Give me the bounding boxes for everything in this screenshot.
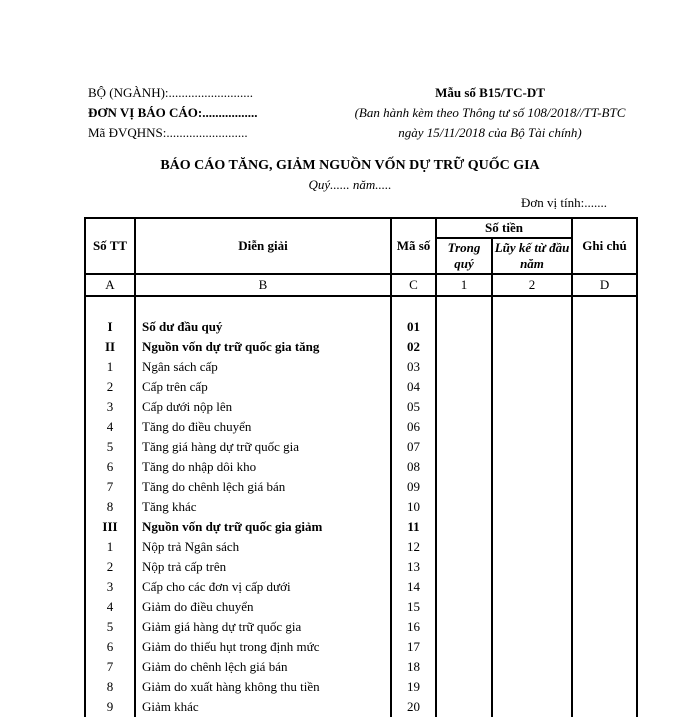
row-description: Số dư đầu quý (135, 317, 391, 337)
row-description: Tăng do chênh lệch giá bán (135, 477, 391, 497)
row-note (572, 437, 637, 457)
row-ytd (492, 497, 572, 517)
row-description: Giảm do chênh lệch giá bán (135, 657, 391, 677)
row-stt: 4 (85, 597, 135, 617)
row-ytd (492, 657, 572, 677)
row-code: 08 (391, 457, 436, 477)
table-row (85, 677, 637, 697)
table-row (85, 337, 637, 357)
row-stt: 4 (85, 417, 135, 437)
table-row (85, 397, 637, 417)
row-code: 20 (391, 697, 436, 717)
row-code: 11 (391, 517, 436, 537)
form-number: Mẫu số B15/TC-DT (435, 85, 545, 100)
row-ytd (492, 397, 572, 417)
col-header-desc: Diễn giải (135, 218, 391, 274)
row-ytd (492, 477, 572, 497)
row-description: Giảm giá hàng dự trữ quốc gia (135, 617, 391, 637)
row-ytd (492, 417, 572, 437)
row-in-quarter (436, 337, 492, 357)
col-header-note: Ghi chú (572, 218, 637, 274)
row-note (572, 317, 637, 337)
row-description: Cấp cho các đơn vị cấp dưới (135, 577, 391, 597)
table-row (85, 637, 637, 657)
row-ytd (492, 357, 572, 377)
row-in-quarter (436, 557, 492, 577)
col-header-amount: Số tiền (436, 218, 572, 238)
row-description: Tăng khác (135, 497, 391, 517)
row-stt: II (85, 337, 135, 357)
row-stt: 3 (85, 577, 135, 597)
table-row (85, 497, 637, 517)
row-ytd (492, 597, 572, 617)
col-header-ytd: Lũy kế từ đầu năm (492, 238, 572, 274)
row-note (572, 477, 637, 497)
row-in-quarter (436, 537, 492, 557)
row-code: 06 (391, 417, 436, 437)
spacer-row (85, 296, 637, 317)
table-row (85, 417, 637, 437)
row-stt: 5 (85, 437, 135, 457)
row-code: 05 (391, 397, 436, 417)
table-row (85, 537, 637, 557)
row-stt: 2 (85, 377, 135, 397)
row-code: 13 (391, 557, 436, 577)
row-description: Tăng giá hàng dự trữ quốc gia (135, 437, 391, 457)
row-note (572, 557, 637, 577)
row-note (572, 637, 637, 657)
row-note (572, 577, 637, 597)
row-note (572, 517, 637, 537)
row-in-quarter (436, 417, 492, 437)
row-ytd (492, 577, 572, 597)
row-stt: 2 (85, 557, 135, 577)
row-stt: 7 (85, 477, 135, 497)
row-ytd (492, 617, 572, 637)
row-description: Nộp trả Ngân sách (135, 537, 391, 557)
row-stt: 6 (85, 637, 135, 657)
row-stt: 6 (85, 457, 135, 477)
col-header-code: Mã số (391, 218, 436, 274)
row-in-quarter (436, 637, 492, 657)
row-in-quarter (436, 497, 492, 517)
row-stt: 8 (85, 677, 135, 697)
row-description: Ngân sách cấp (135, 357, 391, 377)
report-table (84, 217, 638, 717)
row-code: 14 (391, 577, 436, 597)
row-stt: 8 (85, 497, 135, 517)
letter-b: B (135, 274, 391, 296)
row-description: Giảm khác (135, 697, 391, 717)
table-row (85, 557, 637, 577)
row-in-quarter (436, 597, 492, 617)
row-in-quarter (436, 437, 492, 457)
row-description: Nộp trả cấp trên (135, 557, 391, 577)
row-description: Tăng do điều chuyển (135, 417, 391, 437)
row-code: 18 (391, 657, 436, 677)
table-header (85, 218, 637, 274)
row-stt: 1 (85, 537, 135, 557)
row-description: Tăng do nhập dôi kho (135, 457, 391, 477)
letter-1: 1 (436, 274, 492, 296)
reporting-unit-line: ĐƠN VỊ BÁO CÁO:................. (88, 105, 258, 120)
row-note (572, 457, 637, 477)
report-title: BÁO CÁO TĂNG, GIẢM NGUỒN VỐN DỰ TRỮ QUỐC GIA (160, 158, 540, 173)
col-header-stt: Số TT (85, 218, 135, 274)
row-code: 10 (391, 497, 436, 517)
table-row (85, 437, 637, 457)
table-row (85, 317, 637, 337)
row-in-quarter (436, 477, 492, 497)
table-row (85, 597, 637, 617)
row-in-quarter (436, 677, 492, 697)
table-row (85, 617, 637, 637)
row-note (572, 597, 637, 617)
row-code: 17 (391, 637, 436, 657)
row-code: 09 (391, 477, 436, 497)
row-stt: 7 (85, 657, 135, 677)
letter-2: 2 (492, 274, 572, 296)
row-in-quarter (436, 697, 492, 717)
row-note (572, 357, 637, 377)
row-stt: 3 (85, 397, 135, 417)
row-code: 15 (391, 597, 436, 617)
table-row (85, 457, 637, 477)
report-period: Quý...... năm..... (308, 177, 392, 192)
row-stt: I (85, 317, 135, 337)
row-in-quarter (436, 517, 492, 537)
row-ytd (492, 557, 572, 577)
row-note (572, 377, 637, 397)
row-stt: 5 (85, 617, 135, 637)
row-description: Giảm do điều chuyển (135, 597, 391, 617)
row-in-quarter (436, 657, 492, 677)
row-in-quarter (436, 577, 492, 597)
row-stt: 9 (85, 697, 135, 717)
row-code: 19 (391, 677, 436, 697)
row-ytd (492, 517, 572, 537)
column-letter-row (85, 274, 637, 296)
issued-by-line-1: (Ban hành kèm theo Thông tư số 108/2018//TT-BTC (354, 105, 626, 120)
row-note (572, 657, 637, 677)
budget-code-line: Mã ĐVQHNS:......................... (88, 125, 248, 140)
row-in-quarter (436, 617, 492, 637)
row-note (572, 337, 637, 357)
row-in-quarter (436, 317, 492, 337)
letter-d: D (572, 274, 637, 296)
row-description: Cấp dưới nộp lên (135, 397, 391, 417)
row-description: Cấp trên cấp (135, 377, 391, 397)
row-ytd (492, 337, 572, 357)
row-code: 03 (391, 357, 436, 377)
row-code: 07 (391, 437, 436, 457)
row-note (572, 397, 637, 417)
table-row (85, 377, 637, 397)
row-description: Nguồn vốn dự trữ quốc gia tăng (135, 337, 391, 357)
row-ytd (492, 677, 572, 697)
row-ytd (492, 637, 572, 657)
row-description: Nguồn vốn dự trữ quốc gia giảm (135, 517, 391, 537)
row-description: Giảm do xuất hàng không thu tiền (135, 677, 391, 697)
row-note (572, 617, 637, 637)
row-ytd (492, 377, 572, 397)
row-ytd (492, 317, 572, 337)
table-row (85, 357, 637, 377)
row-ytd (492, 437, 572, 457)
row-ytd (492, 457, 572, 477)
row-in-quarter (436, 457, 492, 477)
table-body (85, 274, 637, 717)
table-row (85, 577, 637, 597)
row-note (572, 677, 637, 697)
letter-c: C (391, 274, 436, 296)
row-stt: III (85, 517, 135, 537)
row-code: 01 (391, 317, 436, 337)
row-code: 04 (391, 377, 436, 397)
issued-by-line-2: ngày 15/11/2018 của Bộ Tài chính) (398, 125, 582, 140)
row-ytd (492, 537, 572, 557)
row-ytd (492, 697, 572, 717)
row-code: 02 (391, 337, 436, 357)
header-left (88, 83, 258, 143)
row-in-quarter (436, 377, 492, 397)
row-description: Giảm do thiếu hụt trong định mức (135, 637, 391, 657)
letter-a: A (85, 274, 135, 296)
row-in-quarter (436, 357, 492, 377)
unit-of-measure: Đơn vị tính:....... (521, 195, 607, 210)
row-in-quarter (436, 397, 492, 417)
table-row (85, 517, 637, 537)
ministry-line: BỘ (NGÀNH):.......................... (88, 85, 254, 100)
table-row (85, 477, 637, 497)
row-note (572, 697, 637, 717)
table-row (85, 657, 637, 677)
row-code: 16 (391, 617, 436, 637)
header-right (330, 83, 650, 143)
row-code: 12 (391, 537, 436, 557)
row-note (572, 497, 637, 517)
row-stt: 1 (85, 357, 135, 377)
row-note (572, 417, 637, 437)
row-note (572, 537, 637, 557)
table-row (85, 697, 637, 717)
col-header-in-quarter: Trong quý (436, 238, 492, 274)
